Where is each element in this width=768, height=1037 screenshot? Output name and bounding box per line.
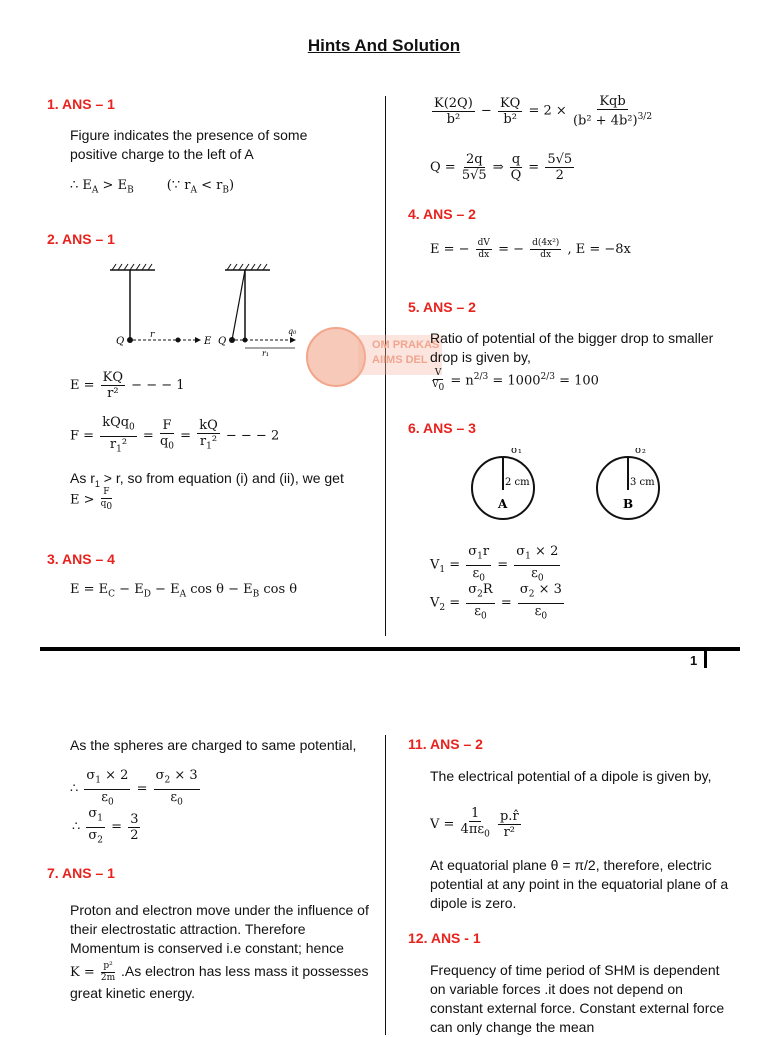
page-title: Hints And Solution [307, 36, 461, 55]
q5-eq: $\frac{V}{V_0}$ = $n^{2/3} = 1000^{2/3} = 100$ [432, 368, 599, 393]
q7-text1: Proton and electron move under the influence of their electrostatic attraction. Therefore Momentum is conserved i.e constant; hence [70, 902, 369, 956]
q2-eq2: F = $\frac{kQq_0}{r_1^2}$ = $\frac{F}{q_0}$ = $\frac{kQ}{r_1^2}$ − − − 2 [70, 415, 280, 455]
q3-heading: 3. ANS – 4 [47, 551, 115, 567]
p2-eq1: ∴ $\frac{\sigma_1 \times 2}{\varepsilon_0}$ = $\frac{\sigma_2 \times 3}{\varepsilon_0}$ [70, 768, 198, 808]
q11-text2: At equatorial plane θ = π/2, therefore, electric potential at any point in the equatorial plane of a dipole is zero. [430, 857, 729, 911]
sphere-b-sigma: σ₂ [635, 448, 646, 456]
sphere-b-label: B [623, 497, 634, 511]
q12-heading: 12. ANS - 1 [408, 930, 481, 946]
fig-label-q0: q₀ [288, 327, 297, 336]
fig-label-r: r [150, 330, 155, 340]
right-eq2: Q = $\frac{2q}{5√5}$ ⇒ $\frac{q}{Q}$ = $\frac{5√5}{2}$ [430, 152, 573, 183]
q5-heading: 5. ANS – 2 [408, 299, 476, 315]
q4-eq: E = − $\frac{dV}{dx}$ = − $\frac{\text{d(4x²)}}{dx}$ , E = −8x [430, 238, 631, 260]
q12-text: Frequency of time period of SHM is dependent on variable forces .it does not depend on constant external force. Constant external force can only change the mean [430, 962, 725, 1035]
q11-heading: 11. ANS – 2 [408, 736, 483, 752]
q2-eq3: E > $\frac{F}{q_0}$ [70, 487, 113, 512]
q2-text: As $r_1 > r$, so from equation (i) and (ii), we get [70, 470, 344, 489]
sphere-a-radius: 2 cm [505, 477, 530, 488]
q3-eq: $E = E_C - E_D - E_A$ $\cos \theta - E_B$ cos θ [70, 582, 298, 600]
fig-label-e: E [204, 336, 212, 347]
q7-heading: 7. ANS – 1 [47, 865, 115, 881]
watermark-avatar [306, 327, 366, 387]
q5-text: Ratio of potential of the bigger drop to smaller drop is given by, [430, 330, 714, 365]
q6-eq1: $V_1$ = $\frac{\sigma_1r}{\varepsilon_0}$ = $\frac{\sigma_1 \times 2}{\varepsilon_0}$ [430, 544, 559, 584]
q1-heading: 1. ANS – 1 [47, 96, 115, 112]
sphere-b-radius: 3 cm [630, 477, 655, 488]
page-number: 1 [690, 653, 698, 668]
watermark [300, 325, 440, 385]
q4-heading: 4. ANS – 2 [408, 206, 476, 222]
page-rule [40, 647, 740, 651]
q2-eq1: E = $\frac{KQ}{\text{r²}}$ − − − 1 [70, 370, 185, 401]
fig-label-q2: Q [218, 336, 227, 347]
watermark-line2: AIIMS DEL [372, 354, 428, 366]
q11-text: The electrical potential of a dipole is given by, [430, 768, 712, 784]
q2-heading: 2. ANS – 1 [47, 231, 115, 247]
sphere-a-label: A [498, 497, 508, 511]
p2-eq2: ∴ $\frac{\sigma_1}{\sigma_2}$ = $\frac{3}{2}$ [72, 806, 139, 846]
fig-label-r1: r₁ [262, 349, 270, 358]
q11-eq: V = $\frac{1}{4\pi\varepsilon_0}$ $\frac{p.r̂}{\text{r²}}$ [430, 806, 519, 840]
watermark-line1: OM PRAKAS [372, 339, 440, 351]
sphere-a-sigma: σ₁ [511, 448, 522, 456]
right-eq1: $\frac{K(2Q)}{\text{b²}}$ − $\frac{KQ}{\text{b²}}$ = 2 × $\frac{\text{Kqb}}{(b^2 + 4b^2)^{3/2}}$ [434, 94, 653, 129]
q7-text2: .As electron has less mass it possesses great kinetic energy. [70, 963, 369, 1001]
page-mark [704, 650, 707, 668]
q1-text: Figure indicates the presence of some positive charge to the left of A [70, 127, 308, 162]
fig-label-q: Q [116, 336, 125, 347]
pendulum-figure [100, 262, 310, 362]
q6-eq2: $V_2$ = $\frac{\sigma_2R}{\varepsilon_0}$ = $\frac{\sigma_2 \times 3}{\varepsilon_0}$ [430, 582, 562, 622]
q7-eq-line: K = $\frac{\text{p²}}{2m}$ .As electron has less mass it possesses great kinetic energy. [70, 961, 369, 1001]
column-divider-2 [385, 735, 386, 1035]
q1-math: ∴ $E_A > E_B$ (∵ $r_A < r_B$) [70, 178, 235, 196]
spheres-figure [465, 448, 675, 530]
p2-text: As the spheres are charged to same potential, [70, 737, 357, 753]
q6-heading: 6. ANS – 3 [408, 420, 476, 436]
